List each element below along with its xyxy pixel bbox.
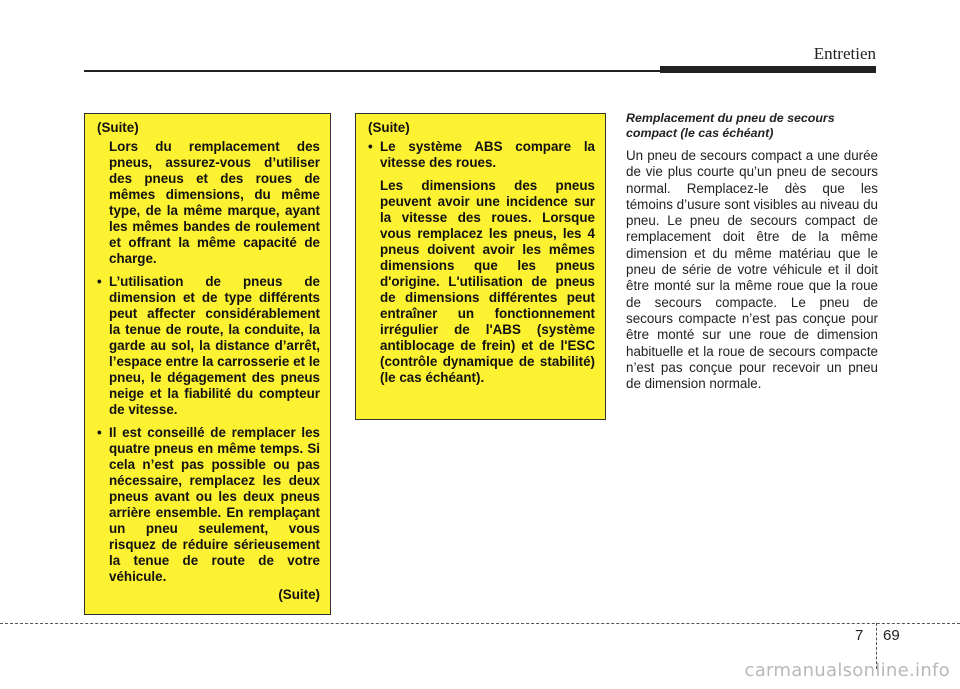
section-column bbox=[626, 111, 878, 392]
header-rule-thick bbox=[660, 66, 876, 73]
warning-bullet-text: L’utilisation de pneus de dimension et de type différents peut affecter considérablement la tenue de route, la conduite, la garde au sol, la distance d’arrêt, l’espace entre la carrosserie et le pneu, le dégagement des pneus neige et la fiabilité du compteur de vitesse. bbox=[109, 274, 320, 417]
bullet-dot-icon: • bbox=[97, 274, 102, 289]
warning-bullet-text: Le système ABS compare la vitesse des roues. bbox=[380, 139, 595, 170]
warning-bullet-text: Il est conseillé de remplacer les quatre pneus en même temps. Si cela n’est pas possible ou pas nécessaire, remplacez les deux pneus avant ou les deux pneus arrière ensemble. En remplaçant un pneu seulement, vous risquez de réduire sérieusement la tenue de route de votre véhicule. bbox=[109, 425, 320, 584]
watermark: carmanualsonline.info bbox=[744, 660, 950, 681]
warning-box-left-intro: Lors du remplacement des pneus, assurez-vous d’utiliser des pneus et des roues de mêmes dimensions, du même type, de la même marque, ayant les mêmes bandes de roulement et offrant la même capacité de charge. bbox=[109, 139, 320, 266]
chapter-number: 7 bbox=[855, 627, 864, 644]
warning-box-left bbox=[84, 113, 331, 615]
page-header-title: Entretien bbox=[813, 44, 876, 63]
warning-bullet bbox=[97, 425, 320, 585]
bullet-dot-icon: • bbox=[97, 425, 102, 440]
section-body: Un pneu de secours compact a une durée de vie plus courte qu’un pneu de secours normal. Remplacez-le dès que les témoins d’usure sont visibles au niveau du pneu. Le pneu de secours compact de remplacement doit être de la même dimension et du même matériau que le pneu de série de votre véhicule et il doit être monté sur la même roue que la roue de secours compacte. Le pneu de secours compacte n’est pas conçue pour être monté sur une roue de dimension habituelle et la roue de secours compacte n’est pas conçue pour recevoir un pneu de dimension normale. bbox=[626, 148, 878, 392]
footer-divider bbox=[0, 623, 960, 624]
warning-bullet bbox=[97, 274, 320, 418]
warning-box-middle-para: Les dimensions des pneus peuvent avoir une incidence sur la vitesse des roues. Lorsque vous remplacez les pneus, les 4 pneus doivent avoir les mêmes dimensions que les pneus d'origine. L'utilisation de pneus de dimensions différentes peut entraîner un fonctionnement irrégulier de l'ABS (système antiblocage de frein) et de l'ESC (contrôle dynamique de stabilité) (le cas échéant). bbox=[380, 178, 595, 385]
warning-box-middle-title: (Suite) bbox=[368, 120, 410, 135]
section-title: Remplacement du pneu de secours compact (le cas échéant) bbox=[626, 111, 835, 140]
warning-bullet bbox=[368, 139, 595, 171]
bullet-dot-icon: • bbox=[368, 139, 373, 154]
warning-box-middle bbox=[355, 113, 606, 420]
warning-box-left-end: (Suite) bbox=[278, 587, 320, 602]
page-number: 69 bbox=[883, 627, 900, 644]
header-rule-thin bbox=[84, 70, 664, 72]
warning-box-left-title: (Suite) bbox=[97, 120, 139, 135]
